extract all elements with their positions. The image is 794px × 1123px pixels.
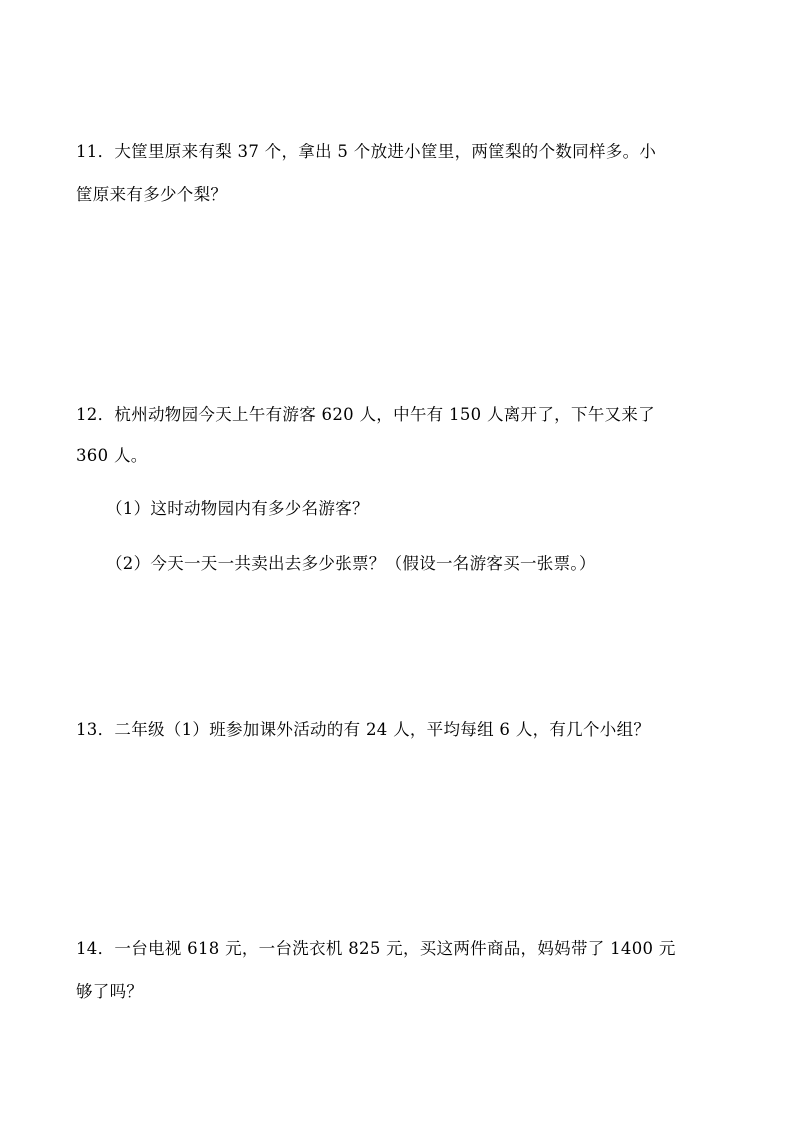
question-11-line-2: 筐原来有多少个梨？ xyxy=(76,185,228,204)
question-12-sub-1: （1）这时动物园内有多少名游客？ xyxy=(106,499,369,518)
question-12-sub-2: （2）今天一天一共卖出去多少张票？（假设一名游客买一张票。） xyxy=(106,554,596,573)
question-12-line-2: 360 人。 xyxy=(76,446,148,465)
question-14-line-1: 14．一台电视 618 元，一台洗衣机 825 元，买这两件商品，妈妈带了 1400 元 xyxy=(76,939,676,958)
question-14-line-2: 够了吗？ xyxy=(76,982,144,1001)
question-12-line-1: 12．杭州动物园今天上午有游客 620 人，中午有 150 人离开了，下午又来了 xyxy=(76,405,655,424)
question-13-line-1: 13．二年级（1）班参加课外活动的有 24 人，平均每组 6 人，有几个小组？ xyxy=(76,720,651,739)
question-11-line-1: 11．大筐里原来有梨 37 个，拿出 5 个放进小筐里，两筐梨的个数同样多。小 xyxy=(76,142,657,161)
